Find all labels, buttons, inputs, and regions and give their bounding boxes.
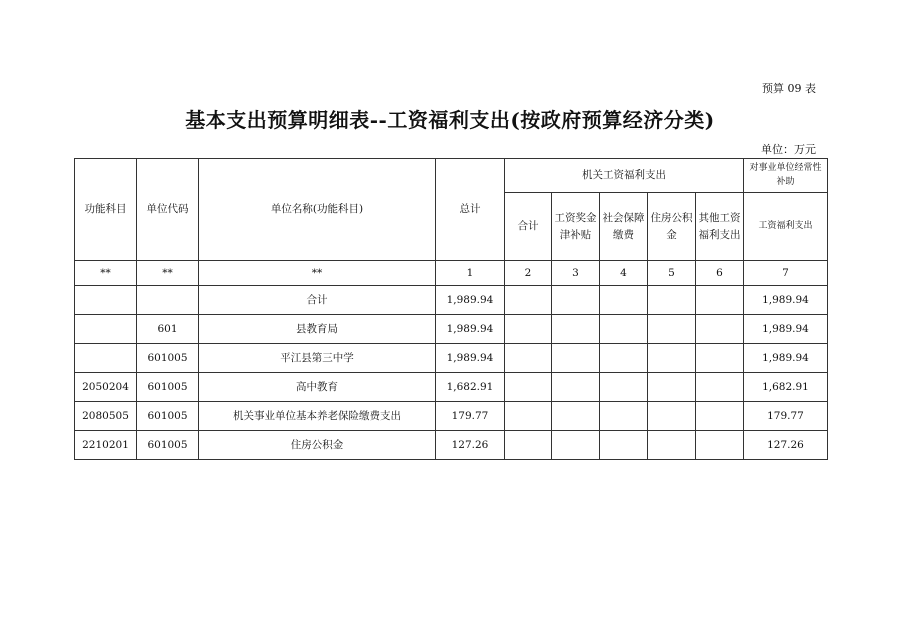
header-total: 总计: [436, 159, 505, 261]
table-row: [75, 286, 828, 315]
value-cell: [648, 373, 696, 402]
value-cell: [552, 373, 600, 402]
index-cell: 4: [600, 261, 648, 286]
header-unit-name: 单位名称(功能科目): [199, 159, 436, 261]
page-title: 基本支出预算明细表--工资福利支出(按政府预算经济分类): [185, 108, 715, 132]
value-cell: [552, 315, 600, 344]
value-cell: [505, 286, 552, 315]
inst-wage-cell: 1,989.94: [744, 286, 828, 315]
unit-name-cell: 县教育局: [199, 315, 436, 344]
value-cell: [648, 315, 696, 344]
total-cell: 1,682.91: [436, 373, 505, 402]
value-cell: [552, 286, 600, 315]
table-row: [75, 431, 828, 460]
header-org-wage-group: 机关工资福利支出: [505, 159, 744, 193]
total-cell: 1,989.94: [436, 286, 505, 315]
unit-code-cell: 601005: [137, 431, 199, 460]
value-cell: [505, 315, 552, 344]
value-cell: [696, 402, 744, 431]
header-unit-code: 单位代码: [137, 159, 199, 261]
header-inst-subsidy-group: 对事业单位经常性补助: [744, 159, 828, 193]
table-row: [75, 315, 828, 344]
inst-wage-cell: 1,682.91: [744, 373, 828, 402]
inst-wage-cell: 1,989.94: [744, 344, 828, 373]
value-cell: [552, 402, 600, 431]
unit-code-cell: 601005: [137, 402, 199, 431]
unit-name-cell: 合计: [199, 286, 436, 315]
index-cell: 6: [696, 261, 744, 286]
header-sub-social: 社会保障缴费: [600, 193, 648, 261]
header-func-subject: 功能科目: [75, 159, 137, 261]
header-sub-housing: 住房公积金: [648, 193, 696, 261]
unit-name-cell: 住房公积金: [199, 431, 436, 460]
value-cell: [552, 431, 600, 460]
value-cell: [600, 286, 648, 315]
value-cell: [600, 315, 648, 344]
table-row: [75, 402, 828, 431]
budget-table: [74, 158, 828, 460]
func-subject-cell: [75, 344, 137, 373]
total-cell: 127.26: [436, 431, 505, 460]
func-subject-cell: [75, 315, 137, 344]
header-row-1: [75, 159, 828, 193]
value-cell: [696, 286, 744, 315]
index-cell: **: [75, 261, 137, 286]
unit-code-cell: 601005: [137, 344, 199, 373]
form-number: 预算 09 表: [762, 82, 816, 95]
total-cell: 1,989.94: [436, 315, 505, 344]
unit-label: 单位：万元: [761, 143, 816, 156]
value-cell: [648, 286, 696, 315]
index-cell: 7: [744, 261, 828, 286]
inst-wage-cell: 127.26: [744, 431, 828, 460]
value-cell: [648, 344, 696, 373]
value-cell: [505, 431, 552, 460]
inst-wage-cell: 1,989.94: [744, 315, 828, 344]
func-subject-cell: [75, 286, 137, 315]
func-subject-cell: 2050204: [75, 373, 137, 402]
index-cell: **: [199, 261, 436, 286]
index-cell: 2: [505, 261, 552, 286]
value-cell: [600, 373, 648, 402]
func-subject-cell: 2080505: [75, 402, 137, 431]
index-cell: 5: [648, 261, 696, 286]
table-row: [75, 344, 828, 373]
value-cell: [696, 344, 744, 373]
value-cell: [648, 431, 696, 460]
unit-code-cell: [137, 286, 199, 315]
value-cell: [552, 344, 600, 373]
value-cell: [696, 373, 744, 402]
total-cell: 179.77: [436, 402, 505, 431]
unit-name-cell: 平江县第三中学: [199, 344, 436, 373]
value-cell: [600, 431, 648, 460]
value-cell: [648, 402, 696, 431]
header-sub-total: 合计: [505, 193, 552, 261]
unit-code-cell: 601: [137, 315, 199, 344]
value-cell: [505, 373, 552, 402]
value-cell: [505, 344, 552, 373]
value-cell: [505, 402, 552, 431]
value-cell: [600, 344, 648, 373]
index-row: [75, 261, 828, 286]
header-sub-inst-wage: 工资福利支出: [744, 193, 828, 261]
unit-name-cell: 高中教育: [199, 373, 436, 402]
table-row: [75, 373, 828, 402]
header-sub-wage: 工资奖金津补贴: [552, 193, 600, 261]
index-cell: 3: [552, 261, 600, 286]
value-cell: [696, 431, 744, 460]
inst-wage-cell: 179.77: [744, 402, 828, 431]
unit-code-cell: 601005: [137, 373, 199, 402]
value-cell: [696, 315, 744, 344]
header-sub-other: 其他工资福利支出: [696, 193, 744, 261]
value-cell: [600, 402, 648, 431]
func-subject-cell: 2210201: [75, 431, 137, 460]
index-cell: **: [137, 261, 199, 286]
unit-name-cell: 机关事业单位基本养老保险缴费支出: [199, 402, 436, 431]
total-cell: 1,989.94: [436, 344, 505, 373]
index-cell: 1: [436, 261, 505, 286]
